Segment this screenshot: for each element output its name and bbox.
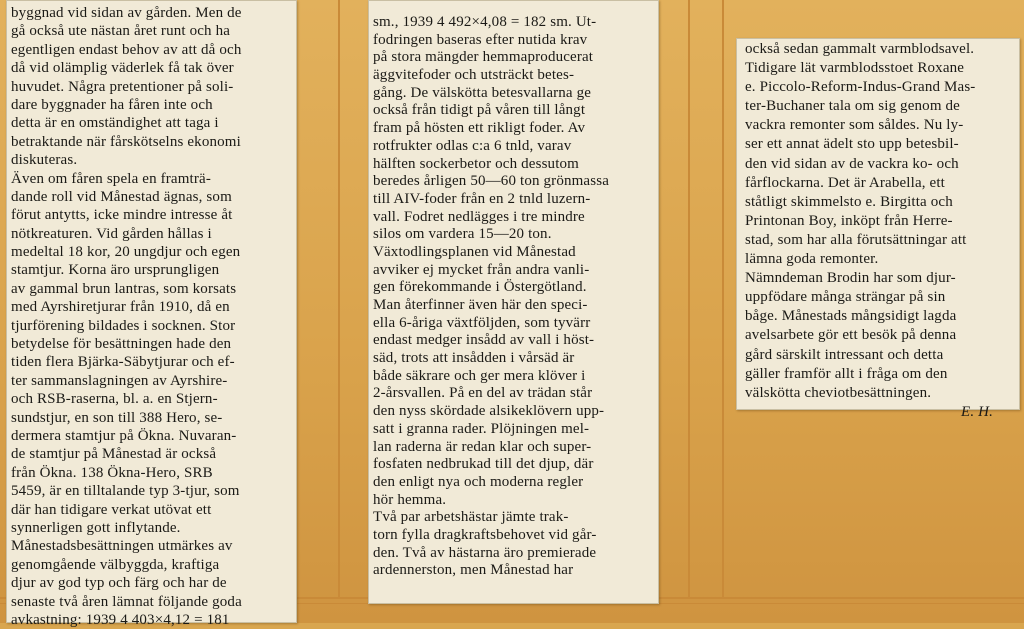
clipping-middle bbox=[368, 0, 659, 604]
text-line: silos om vardera 15—20 ton. bbox=[373, 226, 552, 243]
page-rule bbox=[338, 0, 340, 597]
text-line: gå också ute nästan året runt och ha bbox=[11, 23, 231, 40]
text-line: medeltal 18 kor, 20 ungdjur och egen bbox=[11, 244, 241, 261]
text-line: säd, trots att insådden i vårsäd är bbox=[373, 350, 575, 367]
author-signature: E. H. bbox=[961, 403, 993, 420]
text-line: också från tidigt på våren till långt bbox=[373, 102, 586, 119]
text-line: hälften sockerbetor och dessutom bbox=[373, 155, 579, 172]
clipping-left-text bbox=[7, 4, 296, 629]
text-line: hör hemma. bbox=[373, 491, 447, 508]
text-line: ståtligt skimmelsto e. Birgitta och bbox=[745, 193, 953, 210]
text-line: tiden flera Bjärka-Säbytjurar och ef- bbox=[11, 354, 235, 371]
text-line: avviker ej mycket från andra vanli- bbox=[373, 261, 590, 278]
text-line: både säkrare och ger mera klöver i bbox=[373, 367, 586, 384]
text-line: lan raderna är redan klar och super- bbox=[373, 438, 592, 455]
text-line: från Ökna. 138 Ökna-Hero, SRB bbox=[11, 464, 213, 481]
text-line: rotfrukter odlas c:a 6 tnld, varav bbox=[373, 137, 572, 154]
text-line: och RSB-raserna, bl. a. en Stjern- bbox=[11, 391, 218, 408]
text-line: uppfödare många strängar på sin bbox=[745, 289, 946, 306]
text-line: Även om fåren spela en framträ- bbox=[11, 170, 211, 187]
text-line: ter sammanslagningen av Ayrshire- bbox=[11, 372, 228, 389]
text-line: Månestadsbesättningen utmärkes av bbox=[11, 538, 233, 555]
text-line: den vid sidan av de vackra ko- och bbox=[745, 155, 959, 172]
text-line: dermera stamtjur på Ökna. Nuvaran- bbox=[11, 427, 237, 444]
text-line: 5459, är en tilltalande typ 3-tjur, som bbox=[11, 483, 240, 500]
text-line: fårflockarna. Det är Arabella, ett bbox=[745, 174, 945, 191]
text-line: där han tidigare verkat utövat ett bbox=[11, 501, 212, 518]
text-line: 2-årsvallen. På en del av trädan står bbox=[373, 385, 593, 402]
text-line: byggnad vid sidan av gården. Men de bbox=[11, 5, 242, 21]
text-line: den enligt nya och moderna regler bbox=[373, 473, 584, 490]
text-line: stad, som har alla förutsättningar att bbox=[745, 231, 967, 248]
text-line: torn fylla dragkraftsbehovet vid går- bbox=[373, 526, 597, 543]
text-line: synnerligen gott inflytande. bbox=[11, 519, 181, 536]
text-line: nötkreaturen. Vid gården hållas i bbox=[11, 225, 212, 242]
text-line: med Ayrshiretjurar från 1910, då en bbox=[11, 299, 230, 316]
text-line: diskuteras. bbox=[11, 152, 78, 169]
text-line: ella 6-åriga växtföljden, som tyvärr bbox=[373, 314, 591, 331]
text-line: lämna goda remonter. bbox=[745, 251, 879, 268]
text-line: tjurförening bildades i socknen. Stor bbox=[11, 317, 236, 334]
text-line: avelsarbete gör ett besök på denna bbox=[745, 327, 957, 344]
text-line: huvudet. Några pretentioner på soli- bbox=[11, 78, 234, 95]
text-line: egentligen endast behov av att då och bbox=[11, 41, 242, 58]
page-rule bbox=[722, 0, 724, 597]
text-line: genomgående välbyggda, kraftiga bbox=[11, 556, 220, 573]
text-line: djur av god typ och färg och har de bbox=[11, 575, 227, 592]
text-line: den nyss skördade alsikeklövern upp- bbox=[373, 403, 605, 420]
text-line: gen förekommande i Östergötland. bbox=[373, 279, 587, 296]
text-line: dande roll vid Månestad ägnas, som bbox=[11, 188, 232, 205]
text-line: då vid olämplig väderlek få tak över bbox=[11, 60, 234, 77]
text-line: vall. Fodret nedlägges i tre mindre bbox=[373, 208, 585, 225]
text-line: fodringen baseras efter nutida krav bbox=[373, 31, 588, 48]
text-line: båge. Månestads mångsidigt lagda bbox=[745, 308, 957, 325]
text-line: vackra remonter som såldes. Nu ly- bbox=[745, 117, 964, 134]
text-line: gäller framför allt i fråga om den bbox=[745, 365, 948, 382]
text-line: fosfaten nedbrukad till det djup, där bbox=[373, 456, 594, 473]
text-line: också sedan gammalt varmblodsavel. bbox=[745, 41, 975, 57]
text-line: beredes årligen 50—60 ton grönmassa bbox=[373, 173, 610, 190]
text-line: Printonan Boy, inköpt från Herre- bbox=[745, 212, 953, 229]
text-line: de stamtjur på Månestad är också bbox=[11, 446, 217, 463]
text-line: endast medger insådd av vall i höst- bbox=[373, 332, 595, 349]
page-rule bbox=[688, 0, 690, 597]
clipping-right bbox=[736, 38, 1020, 420]
text-line: dare byggnader ha fåren inte och bbox=[11, 96, 213, 113]
text-line: äggvitefoder och utsträckt betes- bbox=[373, 67, 575, 84]
clipping-left bbox=[6, 0, 297, 628]
text-line: ter-Buchaner tala om sig genom de bbox=[745, 98, 960, 115]
text-line: senaste två åren lämnat följande goda bbox=[11, 593, 242, 610]
text-line: till AIV-foder från en 2 tnld luzern- bbox=[373, 190, 591, 207]
watermark bbox=[309, 256, 318, 287]
clipping-right-text bbox=[737, 40, 1019, 422]
text-line: gård särskilt intressant och detta bbox=[745, 346, 944, 363]
text-line: ardennerston, men Månestad har bbox=[373, 562, 574, 579]
text-line: på stora mängder hemmaproducerat bbox=[373, 49, 594, 66]
text-line: avkastning: 1939 4 403×4,12 = 181 bbox=[11, 611, 230, 628]
text-line: gång. De välskötta betesvallarna ge bbox=[373, 84, 592, 101]
text-line: Nämndeman Brodin har som djur- bbox=[745, 270, 956, 287]
text-line: Två par arbetshästar jämte trak- bbox=[373, 509, 569, 526]
text-line: Tidigare lät varmblodsstoet Roxane bbox=[745, 60, 965, 77]
text-line: sm., 1939 4 492×4,08 = 182 sm. Ut- bbox=[373, 14, 597, 30]
text-line: betraktande när fårskötselns ekonomi bbox=[11, 133, 241, 150]
text-line: sundstjur, en son till 388 Hero, se- bbox=[11, 409, 223, 426]
text-line: fram på hösten ett rikligt foder. Av bbox=[373, 120, 586, 137]
text-line: Växtodlingsplanen vid Månestad bbox=[373, 243, 576, 260]
text-line: förut antytts, icke mindre intresse åt bbox=[11, 207, 233, 224]
text-line: detta är en omständighet att taga i bbox=[11, 115, 219, 132]
text-line: välskötta cheviotbesättningen. bbox=[745, 384, 932, 401]
text-line: ser ett annat ädelt sto upp betesbil- bbox=[745, 136, 959, 153]
text-line: stamtjur. Korna äro ursprungligen bbox=[11, 262, 220, 279]
text-line: e. Piccolo-Reform-Indus-Grand Mas- bbox=[745, 79, 976, 96]
text-line: Man återfinner även här den speci- bbox=[373, 297, 588, 313]
text-line: av gammal brun lantras, som korsats bbox=[11, 280, 237, 297]
text-line: betydelse för besättningen hade den bbox=[11, 336, 232, 353]
clipping-middle-text bbox=[369, 14, 658, 580]
text-line: satt i granna rader. Plöjningen mel- bbox=[373, 420, 590, 437]
text-line: den. Två av hästarna äro premierade bbox=[373, 544, 597, 561]
